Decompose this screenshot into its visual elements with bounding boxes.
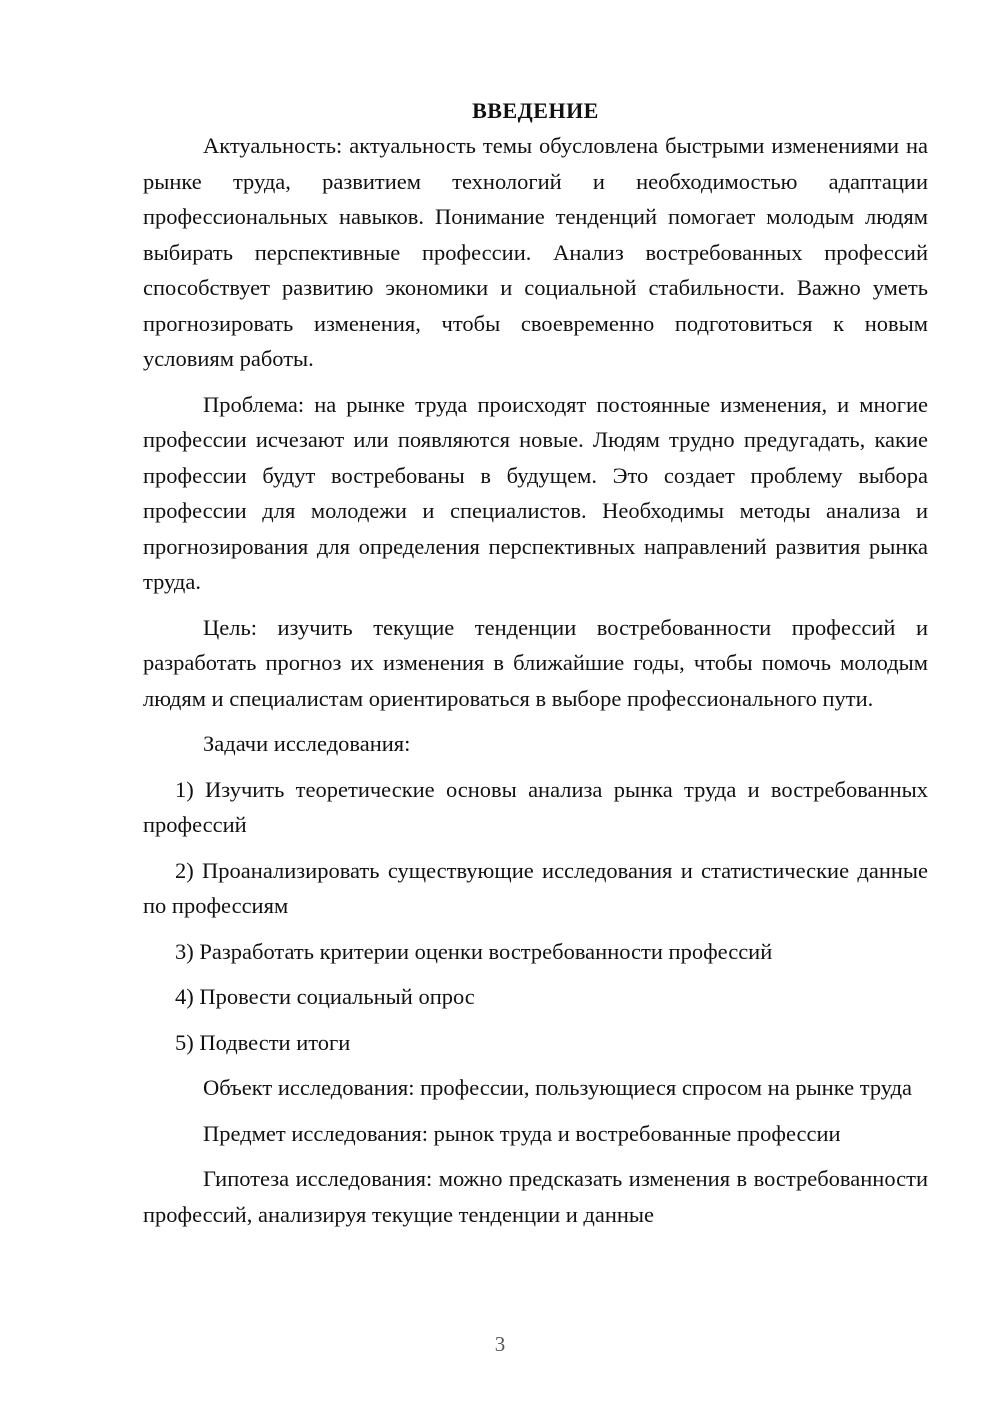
- task-item-4: 4) Провести социальный опрос: [175, 984, 475, 1009]
- paragraph-object: Объект исследования: профессии, пользующиеся спросом на рынке труда: [203, 1075, 913, 1100]
- task-item-3: 3) Разработать критерии оценки востребованности профессий: [175, 938, 773, 964]
- tasks-heading: Задачи исследования:: [203, 731, 411, 756]
- task-item-2: 2) Проанализировать существующие исследования и статистические данные по профессиям: [143, 857, 928, 918]
- task-item-5: 5) Подвести итоги: [175, 1029, 351, 1055]
- paragraph-hypothesis: Гипотеза исследования: можно предсказать изменения в востребованности профессий, анализируя текущие тенденции и данные: [143, 1166, 928, 1227]
- paragraph-goal: Цель: изучить текущие тенденции востребованности профессий и разработать прогноз их изменения в ближайшие годы, чтобы помочь молодым людям и специалистам ориентироваться в выборе профессионального пути.: [143, 614, 928, 711]
- paragraph-problem: Проблема: на рынке труда происходят постоянные изменения, и многие профессии исчезают или появляются новые. Людям трудно предугадать, какие профессии будут востребованы в будущем. Это создает проблему выбора профессии для молодежи и специалистов. Необходимы методы анализа и прогнозирования для определения перспективных направлений развития рынка труда.: [143, 391, 928, 594]
- page-number: 3: [494, 1332, 506, 1356]
- task-item-1: 1) Изучить теоретические основы анализа рынка труда и востребованных профессий: [143, 776, 928, 837]
- page-title: ВВЕДЕНИЕ: [472, 98, 599, 123]
- paragraph-subject: Предмет исследования: рынок труда и востребованные профессии: [203, 1120, 841, 1146]
- paragraph-relevance: Актуальность: актуальность темы обусловлена быстрыми изменениями на рынке труда, развитием технологий и необходимостью адаптации профессиональных навыков. Понимание тенденций помогает молодым людям выбирать перспективные профессии. Анализ востребованных профессий способствует развитию экономики и социальной стабильности. Важно уметь прогнозировать изменения, чтобы своевременно подготовиться к новым условиям работы.: [143, 133, 928, 371]
